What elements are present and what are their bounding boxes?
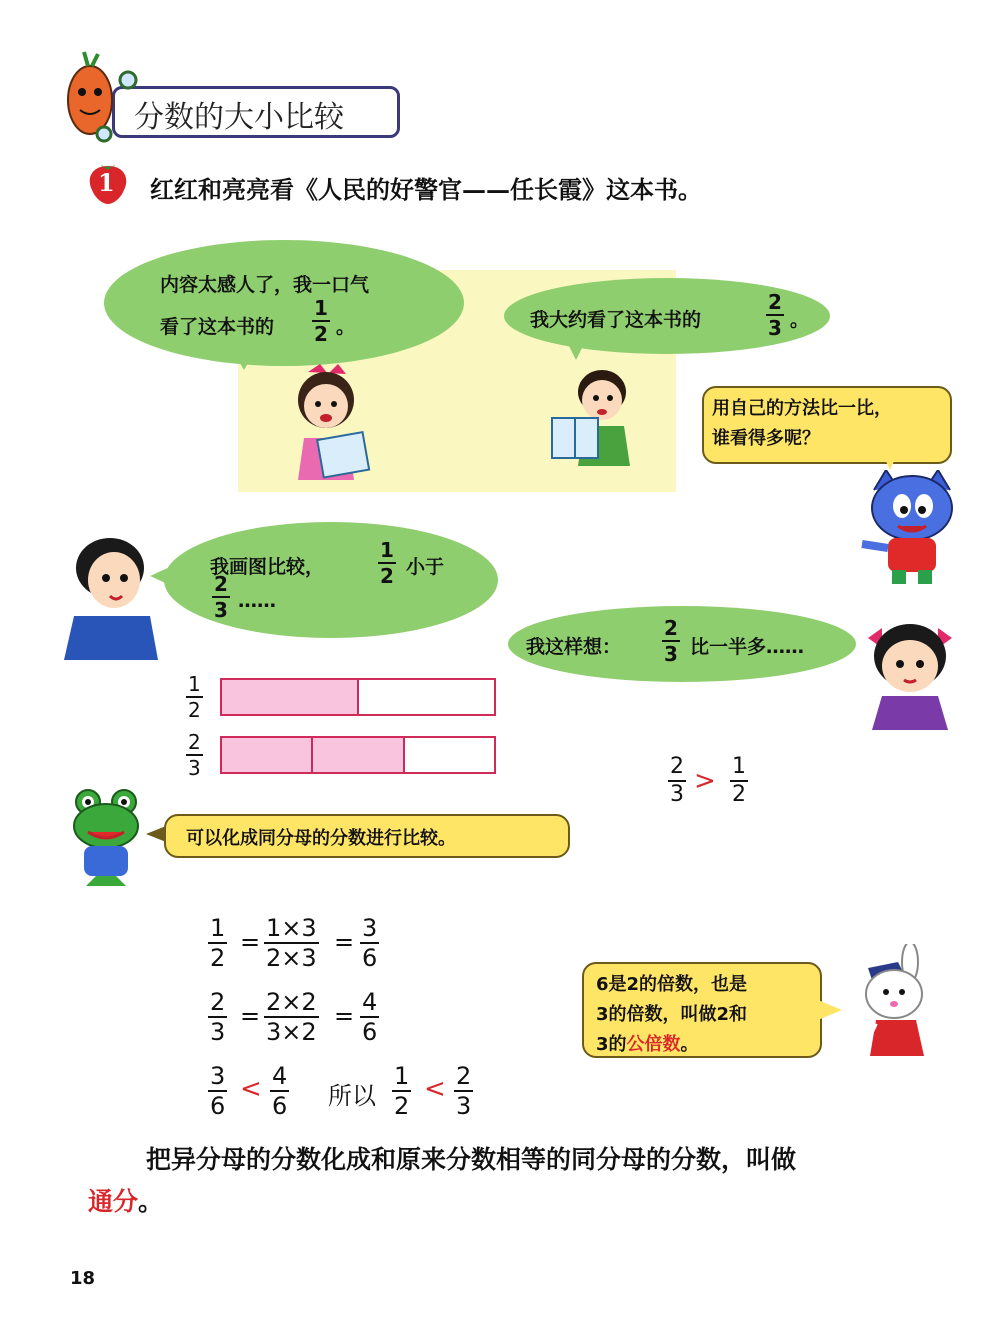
denominator: 3 (664, 642, 678, 666)
eq2-b (264, 990, 319, 1044)
eq3-d (454, 1064, 473, 1118)
numerator: 2 (214, 572, 228, 596)
frog-figure (66, 786, 146, 896)
boy-reading-figure (548, 366, 632, 466)
numerator: 2 (670, 754, 684, 779)
numerator: 1 (394, 1062, 410, 1090)
numerator: 1 (380, 538, 394, 562)
numerator: 1 (188, 672, 201, 696)
rabbit-box-line3 (596, 1030, 699, 1056)
denominator: 6 (362, 1018, 378, 1046)
boy-bubble-text: 我大约看了这本书的 (530, 309, 702, 331)
bar-thirds (220, 736, 496, 774)
denominator: 2 (732, 782, 746, 807)
denominator: 3 (768, 316, 782, 340)
cat-box-line2: 谁看得多呢？ (712, 428, 820, 449)
eq3-lt-2: < (424, 1074, 446, 1104)
rabbit-box-line2: 3的倍数，叫做2和 (596, 1004, 748, 1025)
draw-bubble-end: …… (238, 590, 276, 612)
page-title: 分数的大小比较 (134, 100, 344, 135)
boy-bubble-fraction (766, 292, 784, 338)
numerator: 3 (362, 914, 378, 942)
frog-box-text: 可以化成同分母的分数进行比较。 (186, 828, 456, 849)
blue-cat-figure (858, 470, 968, 588)
cat-box-tail (880, 448, 900, 470)
bar1-label (186, 674, 203, 720)
eq1-equals-2: = (334, 928, 355, 956)
bar-thirds-filled-2 (313, 738, 404, 772)
girl-speech-bubble (104, 240, 464, 366)
draw-bubble-tail (150, 566, 172, 586)
eq3-a (208, 1064, 227, 1118)
denominator: 6 (272, 1092, 288, 1120)
denominator: 2 (188, 698, 201, 722)
denominator: 6 (362, 944, 378, 972)
eq3-c (392, 1064, 411, 1118)
rabbit-line3-end: 。 (680, 1034, 699, 1055)
frog-box-tail (146, 826, 166, 842)
draw-bubble-fraction2 (212, 574, 230, 620)
eq1-equals-1: = (240, 928, 261, 956)
numerator: 2 (188, 730, 201, 754)
eq3-so: 所以 (328, 1082, 376, 1110)
denominator: 3 (210, 1018, 226, 1046)
bar-half-filled (222, 680, 359, 714)
denominator: 3 (670, 782, 684, 807)
page-number: 18 (70, 1268, 96, 1289)
definition-line2 (88, 1182, 163, 1218)
eq2-c (360, 990, 379, 1044)
definition-line1: 把异分母的分数化成和原来分数相等的同分母的分数，叫做 (146, 1145, 797, 1174)
girl-bubble-line1: 内容太感人了，我一口气 (160, 274, 370, 296)
eq2-a (208, 990, 227, 1044)
eq1-b (264, 916, 319, 970)
definition-term: 通分 (88, 1187, 139, 1216)
compare-operator: > (694, 766, 716, 796)
denominator: 2 (380, 564, 394, 588)
eq3-lt-1: < (240, 1074, 262, 1104)
numerator: 4 (272, 1062, 288, 1090)
eq2-equals-2: = (334, 1002, 355, 1030)
numerator: 1 (210, 914, 226, 942)
girl-bubble-tail (230, 346, 258, 370)
denominator: 3 (188, 756, 201, 780)
think-bubble-fraction (662, 618, 680, 664)
draw-bubble-fraction1 (378, 540, 396, 586)
bar-thirds-empty (405, 738, 494, 772)
numerator: 4 (362, 988, 378, 1016)
rabbit-figure (848, 944, 944, 1060)
boy-bubble-tail (566, 340, 586, 360)
eq2-equals-1: = (240, 1002, 261, 1030)
cat-box-line1: 用自己的方法比一比， (712, 398, 892, 419)
numerator: 1 (732, 754, 746, 779)
girl-reading-figure (280, 362, 372, 480)
numerator: 2×2 (266, 988, 317, 1016)
denominator: 2 (210, 944, 226, 972)
denominator: 3 (456, 1092, 472, 1120)
denominator: 3 (214, 598, 228, 622)
definition-end: 。 (138, 1187, 164, 1216)
girl-bubble-line2: 看了这本书的 (160, 316, 275, 338)
numerator: 2 (664, 616, 678, 640)
draw-bubble-mid: 小于 (406, 556, 445, 578)
numerator: 2 (456, 1062, 472, 1090)
denominator: 3×2 (266, 1018, 317, 1046)
girl-bubble-fraction (312, 298, 330, 344)
rabbit-box-tail (818, 1000, 842, 1020)
numerator: 1×3 (266, 914, 317, 942)
boy-bubble-end: 。 (790, 309, 810, 331)
numerator: 2 (768, 290, 782, 314)
bar-thirds-filled-1 (222, 738, 313, 772)
eq3-b (270, 1064, 289, 1118)
numerator: 1 (314, 296, 328, 320)
problem-text: 红红和亮亮看《人民的好警官——任长霞》这本书。 (150, 175, 702, 204)
eq1-a (208, 916, 227, 970)
denominator: 2 (314, 322, 328, 346)
boy-thinking-figure (60, 534, 160, 660)
bar-half (220, 678, 496, 716)
girl-bows-figure (860, 618, 960, 730)
problem-number: 1 (98, 168, 115, 197)
denominator: 2 (394, 1092, 410, 1120)
draw-bubble-text: 我画图比较， (210, 556, 325, 578)
rabbit-box-line1: 6是2的倍数，也是 (596, 974, 748, 995)
compare-left-fraction (668, 756, 686, 806)
denominator: 6 (210, 1092, 226, 1120)
numerator: 3 (210, 1062, 226, 1090)
think-bubble-end: 比一半多…… (690, 636, 805, 658)
common-multiple-term: 公倍数 (626, 1034, 681, 1055)
carrot-mascot-icon (58, 50, 138, 146)
rabbit-line3-prefix: 3的 (596, 1034, 627, 1055)
bar2-label (186, 732, 203, 778)
compare-right-fraction (730, 756, 748, 806)
think-bubble-text: 我这样想： (526, 636, 622, 658)
denominator: 2×3 (266, 944, 317, 972)
numerator: 2 (210, 988, 226, 1016)
girl-bubble-end: 。 (336, 316, 356, 338)
eq1-c (360, 916, 379, 970)
bar-half-empty (359, 680, 494, 714)
